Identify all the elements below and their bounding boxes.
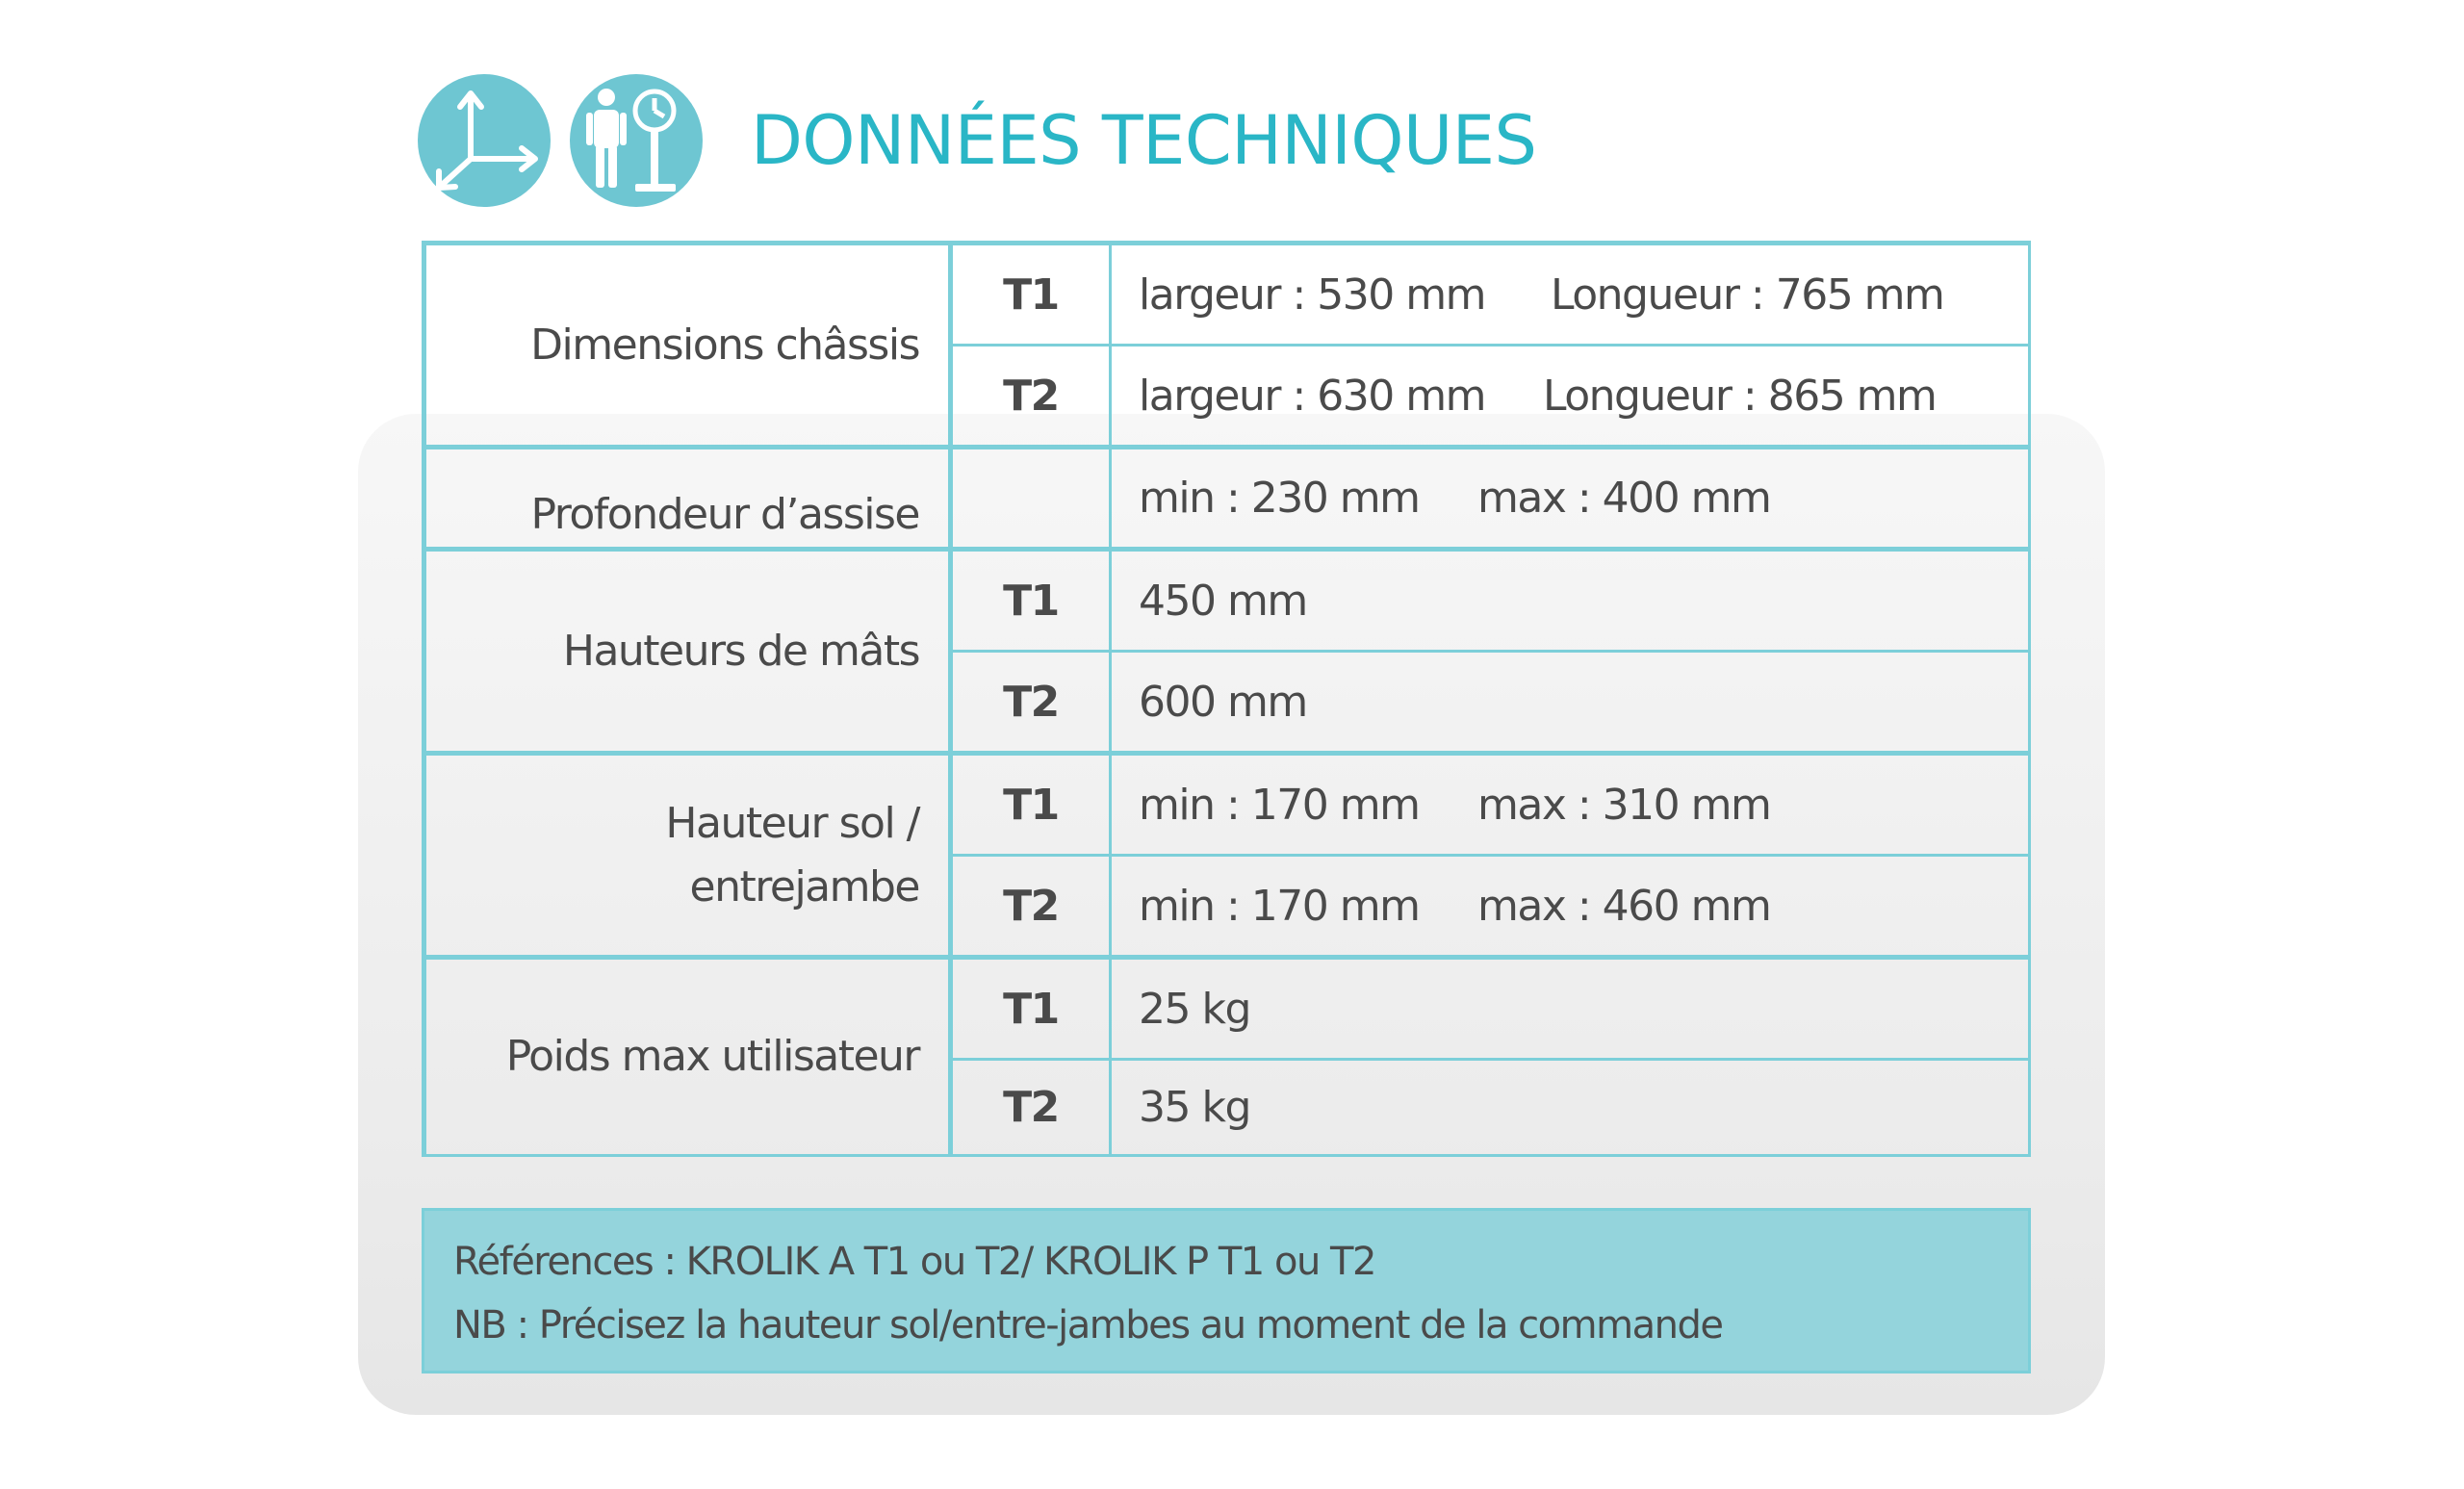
dimensions-axes-icon — [418, 74, 551, 207]
note-text: NB : Précisez la hauteur sol/entre-jambes au moment de la commande — [453, 1303, 1723, 1348]
size-cell: T2 — [951, 652, 1111, 754]
row-label-hauteur-sol — [424, 754, 951, 958]
value-cell — [1111, 754, 2030, 856]
value-cell — [1111, 346, 2030, 448]
table-row — [424, 244, 2030, 346]
value-length: Longueur : 865 mm — [1543, 371, 1937, 421]
section-header — [418, 73, 1536, 208]
row-label-profondeur: Profondeur d’assise — [424, 448, 951, 550]
value-cell: 25 kg — [1111, 958, 2030, 1060]
value-max: max : 310 mm — [1477, 780, 1771, 830]
table-row — [424, 754, 2030, 856]
row-label-dimensions: Dimensions châssis — [424, 244, 951, 448]
label-line: Hauteur sol / — [665, 798, 919, 848]
size-cell-empty — [951, 448, 1111, 550]
value-min: min : 170 mm — [1139, 881, 1420, 931]
value-max: max : 460 mm — [1477, 881, 1771, 931]
size-cell: T2 — [951, 1060, 1111, 1156]
table-row — [424, 550, 2030, 652]
value-cell: 35 kg — [1111, 1060, 2030, 1156]
value-max: max : 400 mm — [1477, 474, 1771, 523]
row-label-hauteurs-mats: Hauteurs de mâts — [424, 550, 951, 754]
table-row — [424, 958, 2030, 1060]
value-cell — [1111, 244, 2030, 346]
references-text: Références : KROLIK A T1 ou T2/ KROLIK P T1 ou T2 — [453, 1240, 1375, 1284]
value-cell — [1111, 448, 2030, 550]
size-cell: T1 — [951, 244, 1111, 346]
size-cell: T1 — [951, 958, 1111, 1060]
value-width: largeur : 530 mm — [1139, 270, 1485, 320]
size-cell: T1 — [951, 550, 1111, 652]
value-cell: 600 mm — [1111, 652, 2030, 754]
size-cell: T1 — [951, 754, 1111, 856]
value-width: largeur : 630 mm — [1139, 371, 1485, 421]
table-row — [424, 448, 2030, 550]
value-cell: 450 mm — [1111, 550, 2030, 652]
value-cell — [1111, 856, 2030, 958]
value-min: min : 230 mm — [1139, 474, 1420, 523]
value-length: Longueur : 765 mm — [1551, 270, 1944, 320]
row-label-poids: Poids max utilisateur — [424, 958, 951, 1156]
page-title: DONNÉES TECHNIQUES — [751, 101, 1537, 180]
footer-notes — [422, 1208, 2031, 1373]
person-scale-icon — [570, 74, 703, 207]
size-cell: T2 — [951, 346, 1111, 448]
spec-table — [422, 241, 2031, 1157]
size-cell: T2 — [951, 856, 1111, 958]
value-min: min : 170 mm — [1139, 780, 1420, 830]
label-line: entrejambe — [689, 861, 919, 911]
